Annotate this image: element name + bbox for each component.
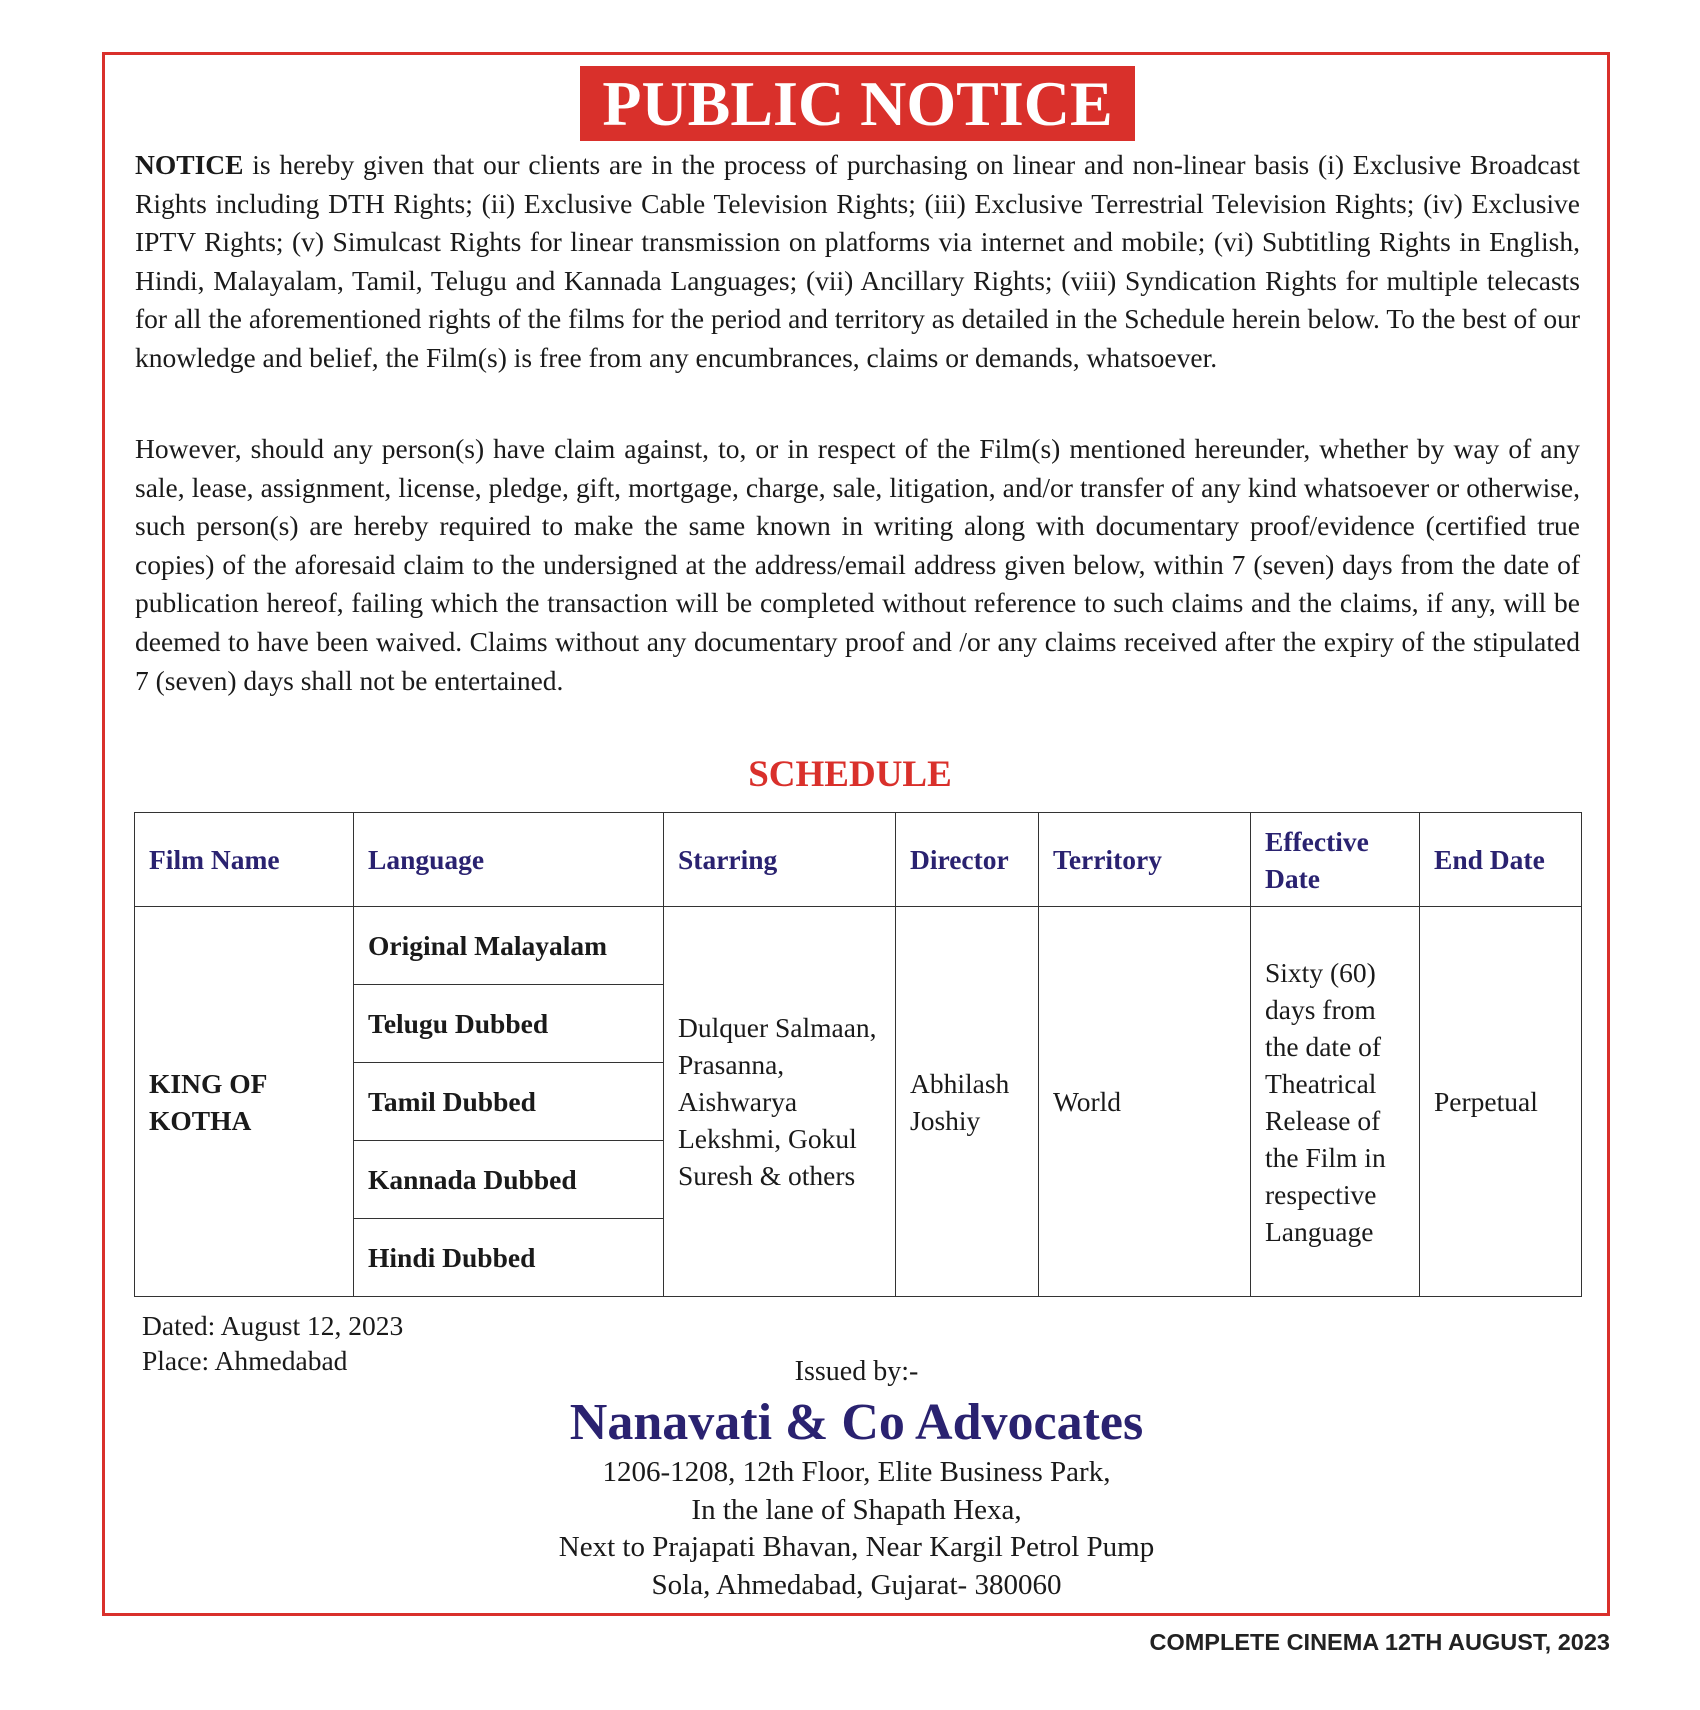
cell-language: Kannada Dubbed — [354, 1141, 664, 1219]
address-line: 1206-1208, 12th Floor, Elite Business Park, — [602, 1456, 1111, 1488]
schedule-header-row — [135, 813, 1582, 907]
header-language: Language — [354, 813, 664, 907]
notice-lead-word: NOTICE — [135, 149, 244, 180]
header-end-date: End Date — [1420, 813, 1582, 907]
place-line: Place: Ahmedabad — [142, 1345, 348, 1376]
firm-address — [0, 1454, 1700, 1604]
cell-territory: World — [1039, 907, 1251, 1297]
cell-language: Hindi Dubbed — [354, 1219, 664, 1297]
header-effective-date: Effective Date — [1251, 813, 1420, 907]
cell-language: Original Malayalam — [354, 907, 664, 985]
cell-film-name: KING OF KOTHA — [135, 907, 354, 1297]
cell-starring: Dulquer Salmaan, Prasanna, Aishwarya Lekshmi, Gokul Suresh & others — [664, 907, 896, 1297]
notice-paragraph-2: However, should any person(s) have claim against, to, or in respect of the Film(s) mentioned hereunder, whether by way of any sale, lease, assignment, license, pledge, gift, mortgage, charge, sale, litigation, and/or transfer of any kind whatsoever or otherwise, such person(s) are hereby required to make the same known in writing along with documentary proof/evidence (certified true copies) of the aforesaid claim to the undersigned at the address/email address given below, within 7 (seven) days from the date of publication hereof, failing which the transaction will be completed without reference to such claims and the claims, if any, will be deemed to have been waived. Claims without any documentary proof and /or any claims received after the expiry of the stipulated 7 (seven) days shall not be entertained. — [135, 433, 1580, 696]
table-row — [135, 907, 1582, 985]
cell-director: Abhilash Joshiy — [896, 907, 1039, 1297]
address-line: In the lane of Shapath Hexa, — [691, 1493, 1022, 1526]
header-film-name: Film Name — [135, 813, 354, 907]
dated-line: Dated: August 12, 2023 — [142, 1310, 404, 1341]
header-starring: Starring — [664, 813, 896, 907]
cell-language: Telugu Dubbed — [354, 985, 664, 1063]
notice-title: PUBLIC NOTICE — [580, 66, 1135, 141]
address-line: Sola, Ahmedabad, Gujarat- 380060 — [651, 1568, 1062, 1601]
address-line: Next to Prajapati Bhavan, Near Kargil Petrol Pump — [558, 1531, 1155, 1563]
header-territory: Territory — [1039, 813, 1251, 907]
header-director: Director — [896, 813, 1039, 907]
publication-footer: COMPLETE CINEMA 12TH AUGUST, 2023 — [1149, 1629, 1610, 1655]
schedule-table — [134, 812, 1582, 1297]
firm-name: Nanavati & Co Advocates — [569, 1394, 1144, 1451]
schedule-heading: SCHEDULE — [748, 754, 952, 795]
cell-effective-date: Sixty (60) days from the date of Theatrical Release of the Film in respective Language — [1251, 907, 1420, 1297]
notice-paragraph-1-text: is hereby given that our clients are in the process of purchasing on linear and non-linear basis (i) Exclusive Broadcast Rights including DTH Rights; (ii) Exclusive Cable Television Rights; (iii) Exclusive Terrestrial Television Rights; (iv) Exclusive IPTV Rights; (v) Simulcast Rights for linear transmission on platforms via internet and mobile; (vi) Subtitling Rights in English, Hindi, Malayalam, Tamil, Telugu and Kannada Languages; (vii) Ancillary Rights; (viii) Syndication Rights for multiple telecasts for all the aforementioned rights of the films for the period and territory as detailed in the Schedule herein below. To the best of our knowledge and belief, the Film(s) is free from any encumbrances, claims or demands, whatsoever. — [135, 149, 1580, 373]
cell-language: Tamil Dubbed — [354, 1063, 664, 1141]
notice-paragraph-1 — [135, 146, 1580, 378]
issued-by-label: Issued by:- — [794, 1356, 919, 1387]
cell-end-date: Perpetual — [1420, 907, 1582, 1297]
